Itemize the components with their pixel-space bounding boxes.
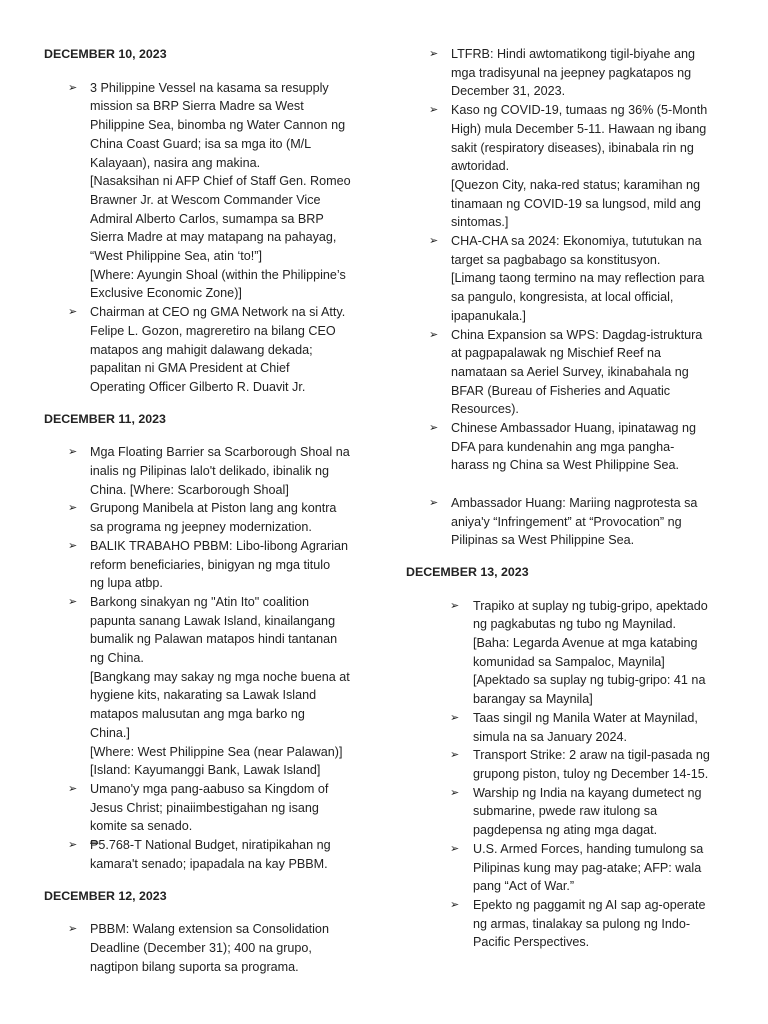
list-item bbox=[406, 101, 728, 232]
item-text: Kaso ng COVID-19, tumaas ng 36% (5-Month High) mula December 5-11. Hawaan ng ibang sakit (respiratory diseases), ibinabala rin ng awtoridad. [Quezon City, naka-red status; karamihan ng tinamaan ng COVID-19 sa lungsod, mild ang sintomas.] bbox=[451, 103, 708, 230]
date-heading: DECEMBER 10, 2023 bbox=[44, 47, 167, 61]
date-heading: DECEMBER 11, 2023 bbox=[44, 411, 166, 426]
left-column bbox=[44, 45, 366, 989]
list-item bbox=[406, 494, 728, 550]
list-item bbox=[406, 419, 728, 475]
list-item bbox=[44, 537, 366, 593]
arrow-bullet-icon: ➢ bbox=[68, 306, 78, 319]
arrow-bullet-icon: ➢ bbox=[429, 48, 439, 60]
arrow-bullet-icon: ➢ bbox=[68, 782, 78, 795]
news-list bbox=[406, 597, 728, 952]
item-text: Transport Strike: 2 araw na tigil-pasada ng grupong piston, tuloy ng December 14-15. bbox=[473, 748, 710, 781]
list-item bbox=[44, 303, 366, 397]
item-text: LTFRB: Hindi awtomatikong tigil-biyahe ang mga tradisyunal na jeepney pagkatapos ng December 31, 2023. bbox=[451, 47, 696, 99]
item-text: BALIK TRABAHO PBBM: Libo-libong Agrarian reform beneficiaries, binigyan ng mga titulo ng lupa atbp. bbox=[90, 538, 349, 591]
list-item bbox=[406, 896, 728, 952]
right-column bbox=[406, 45, 728, 952]
list-item bbox=[44, 79, 366, 303]
date-heading: DECEMBER 13, 2023 bbox=[406, 564, 529, 579]
arrow-bullet-icon: ➢ bbox=[68, 81, 78, 94]
item-text: Grupong Manibela at Piston lang ang kontra sa programa ng jeepney modernization. bbox=[90, 501, 337, 535]
arrow-bullet-icon: ➢ bbox=[68, 923, 78, 936]
arrow-bullet-icon: ➢ bbox=[450, 898, 460, 911]
arrow-bullet-icon: ➢ bbox=[450, 749, 460, 762]
list-item bbox=[406, 746, 728, 783]
item-text: U.S. Armed Forces, handing tumulong sa Pilipinas kung may pag-atake; AFP: wala pang “Act of War.” bbox=[473, 841, 704, 894]
news-list-continued bbox=[406, 494, 728, 550]
item-text: CHA-CHA sa 2024: Ekonomiya, tututukan na target sa pagbabago sa konstitusyon. [Limang taong termino na may reflection para sa pangulo, kongresista, at local official, ipapanukala.] bbox=[451, 234, 705, 323]
arrow-bullet-icon: ➢ bbox=[450, 599, 460, 612]
date-heading: DECEMBER 12, 2023 bbox=[44, 888, 167, 903]
item-text: China Expansion sa WPS: Dagdag-istruktura at pagpapalawak ng Mischief Reef na namataan sa Aeriel Survey, ikinabahala ng BFAR (Bureau of Fisheries and Aquatic Resources). bbox=[451, 327, 703, 417]
item-text: Ambassador Huang: Mariing nagprotesta sa aniya'y “Infringement” at “Provocation” ng Pilipinas sa West Philippine Sea. bbox=[451, 495, 698, 548]
list-item bbox=[44, 593, 366, 780]
arrow-bullet-icon: ➢ bbox=[429, 328, 439, 341]
list-item bbox=[44, 443, 366, 499]
arrow-bullet-icon: ➢ bbox=[68, 502, 78, 515]
news-list-continued bbox=[406, 45, 728, 475]
item-text: Taas singil ng Manila Water at Maynilad, simula na sa January 2024. bbox=[473, 710, 698, 744]
news-list bbox=[44, 920, 366, 976]
arrow-bullet-icon: ➢ bbox=[68, 839, 78, 852]
arrow-bullet-icon: ➢ bbox=[68, 446, 78, 459]
arrow-bullet-icon: ➢ bbox=[450, 842, 460, 855]
item-text: Barkong sinakyan ng "Atin Ito" coalition papunta sanang Lawak Island, kinailangang bumalik ng Palawan matapos hindi tantanan ng China. [Bangkang may sakay ng mga noche buena at hygiene kits, nakarating sa Lawak Island matapos malusutan ang mga barko ng China.] [Where: West Philippine Sea (near Palawan)] [Island: Kayumanggi Bank, Lawak Island] bbox=[90, 594, 350, 778]
list-item bbox=[406, 709, 728, 746]
item-text: Mga Floating Barrier sa Scarborough Shoal na inalis ng Pilipinas lalo't delikado, ibinalik ng China. [Where: Scarborough Shoal] bbox=[90, 445, 350, 497]
list-item bbox=[406, 45, 728, 101]
item-text: Epekto ng paggamit ng AI sap ag-operate ng armas, tinalakay sa pulong ng Indo- Pacific Perspectives. bbox=[473, 897, 706, 950]
list-item bbox=[406, 784, 728, 840]
arrow-bullet-icon: ➢ bbox=[429, 104, 439, 117]
list-item bbox=[406, 326, 728, 420]
arrow-bullet-icon: ➢ bbox=[450, 786, 460, 799]
arrow-bullet-icon: ➢ bbox=[450, 711, 460, 724]
list-item bbox=[44, 836, 366, 873]
arrow-bullet-icon: ➢ bbox=[429, 235, 439, 248]
item-text: PBBM: Walang extension sa Consolidation Deadline (December 31); 400 na grupo, nagtipon bilang suporta sa programa. bbox=[90, 922, 329, 974]
list-item bbox=[406, 840, 728, 896]
list-item bbox=[44, 920, 366, 976]
news-list bbox=[44, 79, 366, 397]
arrow-bullet-icon: ➢ bbox=[68, 539, 78, 552]
item-text: Trapiko at suplay ng tubig-gripo, apektado ng pagkabutas ng tubo ng Maynilad. [Baha: Legarda Avenue at mga katabing komunidad sa Sampaloc, Maynila] [Apektado sa suplay ng tubig-gripo: 41 na barangay sa Maynila] bbox=[473, 598, 708, 707]
news-list bbox=[44, 443, 366, 873]
list-item bbox=[406, 597, 728, 709]
arrow-bullet-icon: ➢ bbox=[68, 595, 78, 608]
arrow-bullet-icon: ➢ bbox=[429, 422, 439, 435]
list-item bbox=[406, 232, 728, 326]
list-item bbox=[44, 499, 366, 536]
item-text: Chairman at CEO ng GMA Network na si Atty. Felipe L. Gozon, magreretiro na bilang CEO matapos ang mahigit dalawang dekada; papalitan ni GMA President at Chief Operating Officer Gilberto R. Duavit Jr. bbox=[90, 305, 346, 394]
item-text: ₱5.768-T National Budget, niratipikahan ng kamara't senado; ipapadala na kay PBBM. bbox=[90, 838, 331, 871]
arrow-bullet-icon: ➢ bbox=[429, 496, 439, 509]
item-text: 3 Philippine Vessel na kasama sa resupply mission sa BRP Sierra Madre sa West Philippine Sea, binomba ng Water Cannon ng China Coast Guard; isa sa mga ito (M/L Kalayaan), nasira ang makina. [Nasaksihan ni AFP Chief of Staff Gen. Romeo Brawner Jr. at Wescom Commander Vice Admiral Alberto Carlos, sumampa sa BRP Sierra Madre at may matapang na pahayag, “West Philippine Sea, atin ‘to!”] [Where: Ayungin Shoal (within the Philippine’s Exclusive Economic Zone)] bbox=[90, 80, 351, 301]
item-text: Umano'y mga pang-aabuso sa Kingdom of Jesus Christ; pinaiimbestigahan ng isang komite sa senado. bbox=[90, 781, 329, 834]
item-text: Warship ng India na kayang dumetect ng submarine, pwede raw itulong sa pagdepensa ng ating mga dagat. bbox=[473, 785, 702, 838]
list-item bbox=[44, 780, 366, 836]
item-text: Chinese Ambassador Huang, ipinatawag ng DFA para kundenahin ang mga pangha- harass ng China sa West Philippine Sea. bbox=[451, 421, 697, 473]
